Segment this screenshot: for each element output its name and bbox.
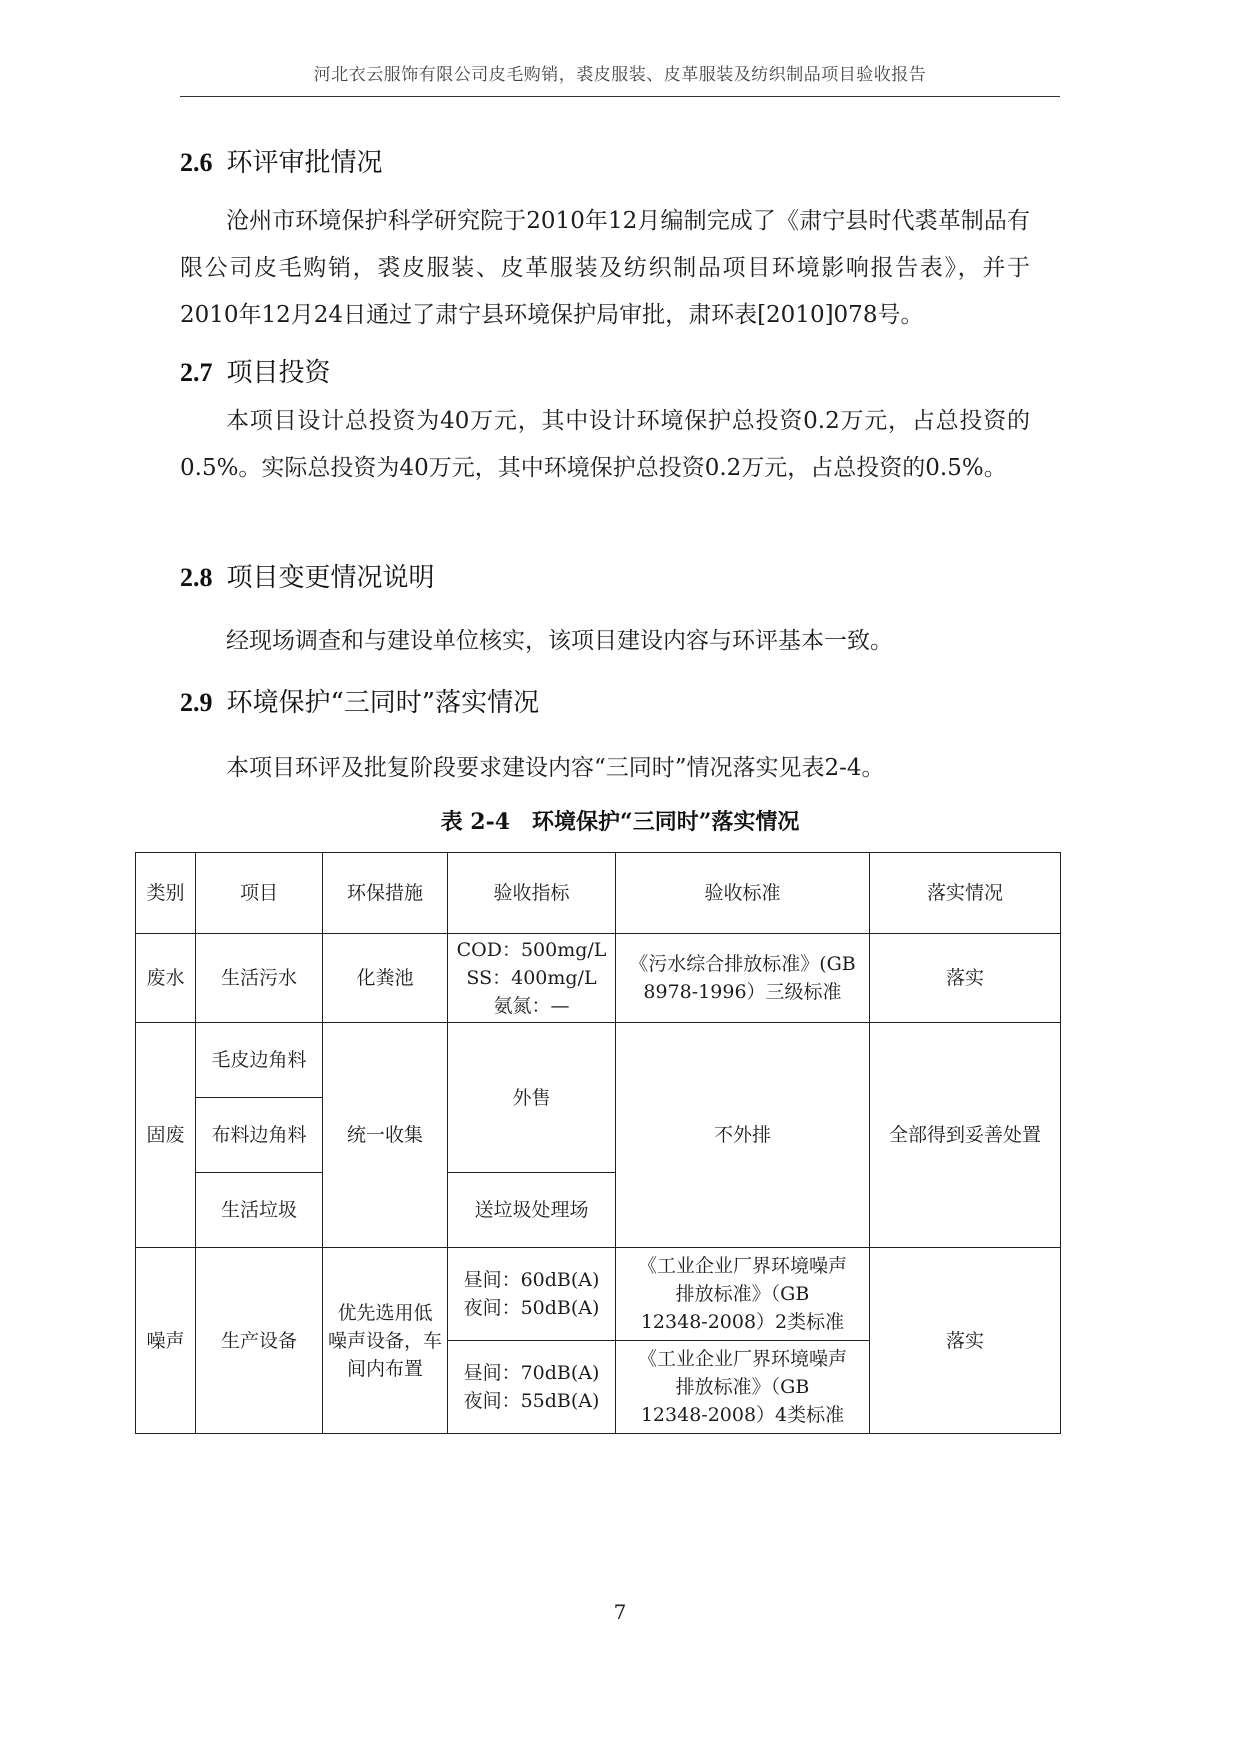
header-cell: 环保措施 — [323, 853, 448, 934]
header-cell: 项目 — [196, 853, 323, 934]
table-header-row — [136, 853, 1061, 934]
standard-cell: 不外排 — [616, 1023, 870, 1248]
section-2-6-body: 沧州市环境保护科学研究院于2010年12月编制完成了《肃宁县时代裘革制品有限公司皮毛购销，裘皮服装、皮革服装及纺织制品项目环境影响报告表》，并于2010年12月24日通过了肃宁县环境保护局审批，肃环表[2010]078号。 — [180, 208, 1030, 328]
header-cell: 验收指标 — [448, 853, 616, 934]
status-cell: 落实 — [870, 934, 1061, 1023]
header-cell: 类别 — [136, 853, 196, 934]
standard-cell — [616, 1341, 870, 1434]
standard-line: 排放标准》（GB — [675, 1376, 810, 1398]
page-number: 7 — [613, 1600, 627, 1624]
section-2-9-body: 本项目环评及批复阶段要求建设内容“三同时”情况落实见表2-4。 — [226, 755, 885, 781]
standard-line: 12348-2008）2类标准 — [640, 1311, 845, 1333]
section-heading-2-8 — [180, 557, 435, 594]
header-cell: 验收标准 — [616, 853, 870, 934]
section-title: 项目投资 — [226, 358, 331, 388]
section-number: 2.8 — [180, 563, 213, 592]
category-cell: 废水 — [136, 934, 196, 1023]
section-heading-2-7 — [180, 352, 331, 389]
index-line: 夜间：55dB(A) — [463, 1390, 600, 1412]
item-cell: 生产设备 — [196, 1248, 323, 1434]
item-cell: 毛皮边角料 — [196, 1023, 323, 1098]
section-heading-2-6 — [180, 142, 383, 179]
table-row — [136, 934, 1061, 1023]
section-2-7-body: 本项目设计总投资为40万元，其中设计环境保护总投资0.2万元，占总投资的0.5%。实际总投资为40万元，其中环境保护总投资0.2万元，占总投资的0.5%。 — [180, 408, 1030, 481]
index-cell — [448, 934, 616, 1023]
section-number: 2.9 — [180, 688, 213, 717]
section-heading-2-9 — [180, 682, 539, 719]
section-number: 2.6 — [180, 148, 213, 177]
standard-line: 《工业企业厂界环境噪声 — [637, 1255, 847, 1277]
item-cell: 布料边角料 — [196, 1098, 323, 1173]
standard-cell — [616, 934, 870, 1023]
item-cell: 生活垃圾 — [196, 1173, 323, 1248]
index-line: 昼间：60dB(A) — [463, 1269, 600, 1291]
measure-line: 噪声设备，车 — [327, 1329, 442, 1352]
status-cell: 落实 — [870, 1248, 1061, 1434]
index-cell — [448, 1248, 616, 1341]
standard-line: 8978-1996）三级标准 — [643, 981, 842, 1003]
table-caption: 表 2-4 环境保护“三同时”落实情况 — [440, 809, 800, 835]
index-line: 昼间：70dB(A) — [463, 1362, 600, 1384]
measure-line: 间内布置 — [346, 1357, 423, 1380]
item-cell: 生活污水 — [196, 934, 323, 1023]
section-title: 项目变更情况说明 — [226, 563, 435, 593]
index-line: COD：500mg/L — [456, 939, 607, 961]
header-divider — [180, 96, 1060, 97]
index-cell — [448, 1341, 616, 1434]
section-2-8-body: 经现场调查和与建设单位核实，该项目建设内容与环评基本一致。 — [226, 628, 893, 654]
index-line: SS：400mg/L — [466, 967, 597, 989]
index-line: 氨氮：— — [493, 995, 570, 1017]
header-cell: 落实情况 — [870, 853, 1061, 934]
measure-cell: 统一收集 — [323, 1023, 448, 1248]
running-header: 河北衣云服饰有限公司皮毛购销，裘皮服装、皮革服装及纺织制品项目验收报告 — [313, 65, 927, 85]
standard-line: 《工业企业厂界环境噪声 — [637, 1348, 847, 1370]
standard-line: 排放标准》（GB — [675, 1283, 810, 1305]
measure-cell: 化粪池 — [323, 934, 448, 1023]
index-cell: 送垃圾处理场 — [448, 1173, 616, 1248]
section-number: 2.7 — [180, 358, 213, 387]
index-cell: 外售 — [448, 1023, 616, 1173]
standard-line: 12348-2008）4类标准 — [640, 1404, 845, 1426]
index-line: 夜间：50dB(A) — [463, 1297, 600, 1319]
standard-cell — [616, 1248, 870, 1341]
three-simultaneous-table — [135, 852, 1061, 1434]
section-title: 环境保护“三同时”落实情况 — [226, 688, 540, 718]
measure-line: 优先选用低 — [337, 1301, 433, 1324]
table-row — [136, 1248, 1061, 1341]
section-title: 环评审批情况 — [226, 148, 383, 178]
category-cell: 噪声 — [136, 1248, 196, 1434]
category-cell: 固废 — [136, 1023, 196, 1248]
measure-cell — [323, 1248, 448, 1434]
standard-line: 《污水综合排放标准》(GB — [629, 953, 856, 975]
table-row — [136, 1023, 1061, 1098]
status-cell: 全部得到妥善处置 — [870, 1023, 1061, 1248]
